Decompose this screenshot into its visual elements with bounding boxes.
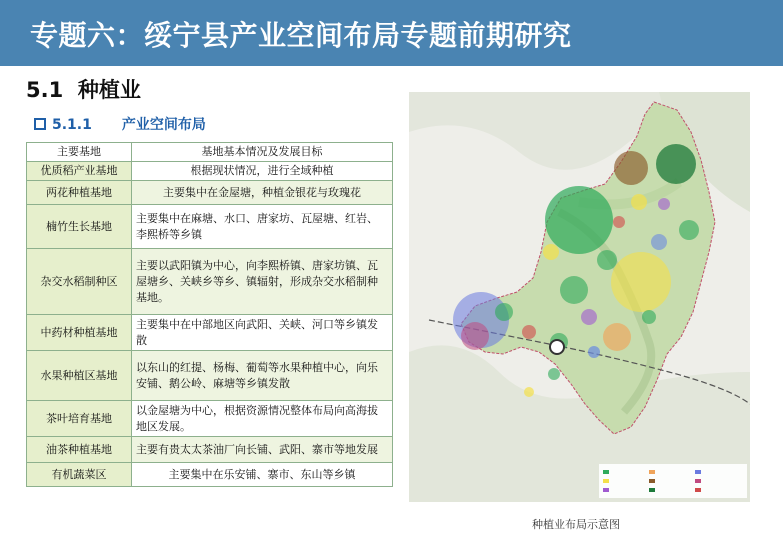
map-graphic [409, 92, 750, 502]
table-row [27, 249, 393, 315]
table-row [27, 315, 393, 351]
subsection-title: 产业空间布局 [121, 117, 206, 133]
square-bullet-icon [34, 118, 46, 130]
base-description: 主要集中在中部地区向武阳、关峡、河口等乡镇发散 [132, 315, 393, 351]
page-header [0, 0, 783, 66]
base-description: 以金屋塘为中心，根据资源情况整体布局向高海拔地区发展。 [132, 401, 393, 437]
base-name: 油茶种植基地 [27, 437, 132, 463]
table-header-row [27, 143, 393, 162]
base-name: 有机蔬菜区 [27, 463, 132, 487]
section-title: 种植业 [77, 78, 141, 102]
base-name: 两花种植基地 [27, 181, 132, 205]
base-name: 楠竹生长基地 [27, 205, 132, 249]
table-row [27, 437, 393, 463]
table-row [27, 181, 393, 205]
section-heading [26, 74, 141, 104]
base-description: 主要以武阳镇为中心，向李熙桥镇、唐家坊镇、瓦屋塘乡、关峡乡等乡、镇辐射，形成杂交水稻制种基地。 [132, 249, 393, 315]
map-caption: 种植业布局示意图 [532, 518, 620, 531]
table-header-base: 主要基地 [27, 143, 132, 162]
base-description: 主要集中在乐安铺、寨市、东山等乡镇 [132, 463, 393, 487]
base-description: 主要集中在麻塘、水口、唐家坊、瓦屋塘、红岩、李熙桥等乡镇 [132, 205, 393, 249]
table-row [27, 205, 393, 249]
base-description: 主要有贵太太茶油厂向长铺、武阳、寨市等地发展 [132, 437, 393, 463]
subsection-number: 5.1.1 [52, 117, 92, 133]
planting-base-table [26, 142, 393, 487]
base-description: 主要集中在金屋塘，种植金银花与玫瑰花 [132, 181, 393, 205]
planting-layout-map [409, 92, 750, 502]
base-name: 茶叶培育基地 [27, 401, 132, 437]
base-name: 中药材种植基地 [27, 315, 132, 351]
base-name: 水果种植区基地 [27, 351, 132, 401]
section-number: 5.1 [26, 78, 64, 102]
base-name: 杂交水稻制种区 [27, 249, 132, 315]
base-description: 根据现状情况，进行全域种植 [132, 162, 393, 181]
table-row [27, 351, 393, 401]
table-row [27, 401, 393, 437]
base-name: 优质稻产业基地 [27, 162, 132, 181]
table-row [27, 162, 393, 181]
base-description: 以东山的红提、杨梅、葡萄等水果种植中心，向乐安铺、鹅公岭、麻塘等乡镇发散 [132, 351, 393, 401]
table-row [27, 463, 393, 487]
page-title: 专题六：绥宁县产业空间布局专题前期研究 [30, 19, 572, 52]
subsection-heading [34, 114, 206, 134]
table-header-desc: 基地基本情况及发展目标 [132, 143, 393, 162]
